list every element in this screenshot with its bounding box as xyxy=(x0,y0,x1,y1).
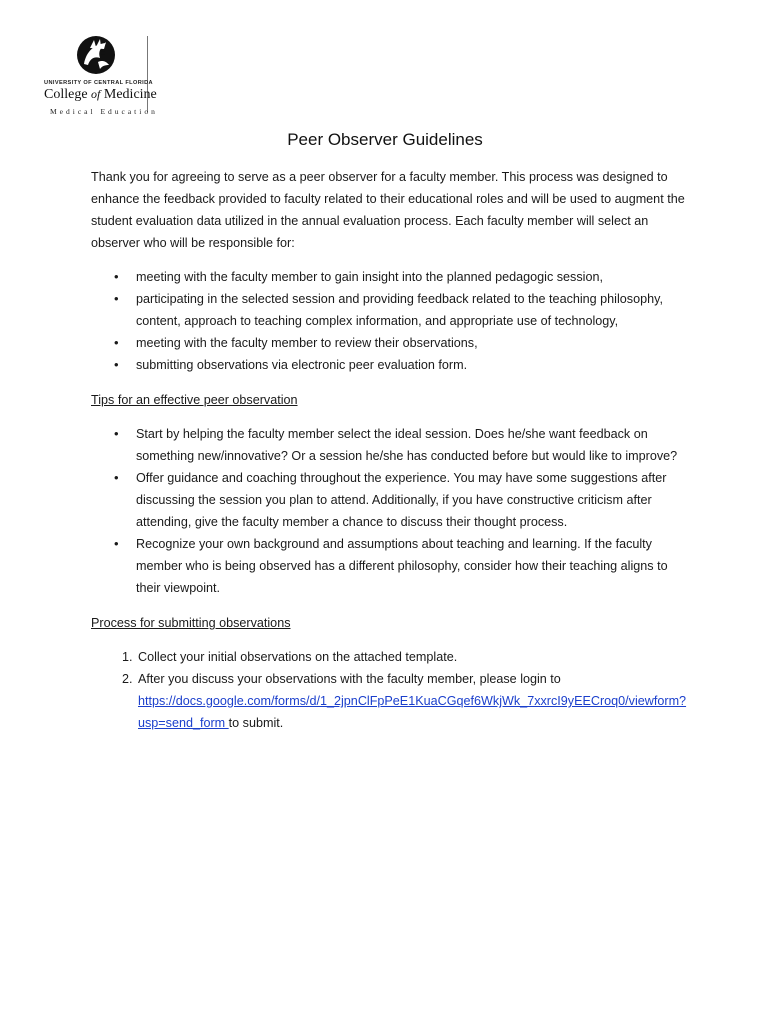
list-item xyxy=(136,668,691,734)
tips-heading: Tips for an effective peer observation xyxy=(91,393,298,407)
form-link[interactable]: https://docs.google.com/forms/d/1_2jpnClFpPeE1KuaCGqef6WkjWk_7xxrcI9yEECroq0/viewform?usp=send_form xyxy=(138,694,687,730)
process-list xyxy=(91,646,691,734)
list-item: • meeting with the faculty member to review their observations, xyxy=(136,332,691,354)
university-name: UNIVERSITY OF CENTRAL FLORIDA xyxy=(44,80,153,86)
step-text: After you discuss your observations with the faculty member, please login to xyxy=(138,672,561,686)
department-name: Medical Education xyxy=(50,107,158,116)
tips-list xyxy=(91,423,691,599)
responsibilities-list xyxy=(91,266,691,376)
list-item: 1. Collect your initial observations on the attached template. xyxy=(136,646,691,668)
pegasus-icon xyxy=(76,34,116,76)
list-item: • meeting with the faculty member to gain insight into the planned pedagogic session, xyxy=(136,266,691,288)
list-item: • participating in the selected session and providing feedback related to the teaching philosophy, content, approach to teaching complex information, and appropriate use of technology, xyxy=(136,288,691,332)
list-item: • Start by helping the faculty member select the ideal session. Does he/she want feedback on something new/innovative? Or a session he/she has conducted before but would like to improve? xyxy=(136,423,691,467)
document-body xyxy=(91,166,691,734)
college-name: College of Medicine xyxy=(44,87,157,102)
list-item: • Offer guidance and coaching throughout the experience. You may have some suggestions after discussing the session you plan to attend. Additionally, if you have constructive criticism after attending, give the faculty member a chance to discuss their thought process. xyxy=(136,467,691,533)
page-title: Peer Observer Guidelines xyxy=(287,130,483,149)
ucf-com-logo xyxy=(44,34,158,118)
list-item: • submitting observations via electronic peer evaluation form. xyxy=(136,354,691,376)
process-heading: Process for submitting observations xyxy=(91,616,291,630)
list-item: • Recognize your own background and assumptions about teaching and learning. If the faculty member who is being observed has a different philosophy, consider how their teaching aligns to their viewpoint. xyxy=(136,533,691,599)
intro-paragraph: Thank you for agreeing to serve as a peer observer for a faculty member. This process was designed to enhance the feedback provided to faculty related to their educational roles and will be used to augment the student evaluation data utilized in the annual evaluation process. Each faculty member will select an observer who will be responsible for: xyxy=(91,170,685,250)
step-suffix: to submit. xyxy=(228,716,284,730)
